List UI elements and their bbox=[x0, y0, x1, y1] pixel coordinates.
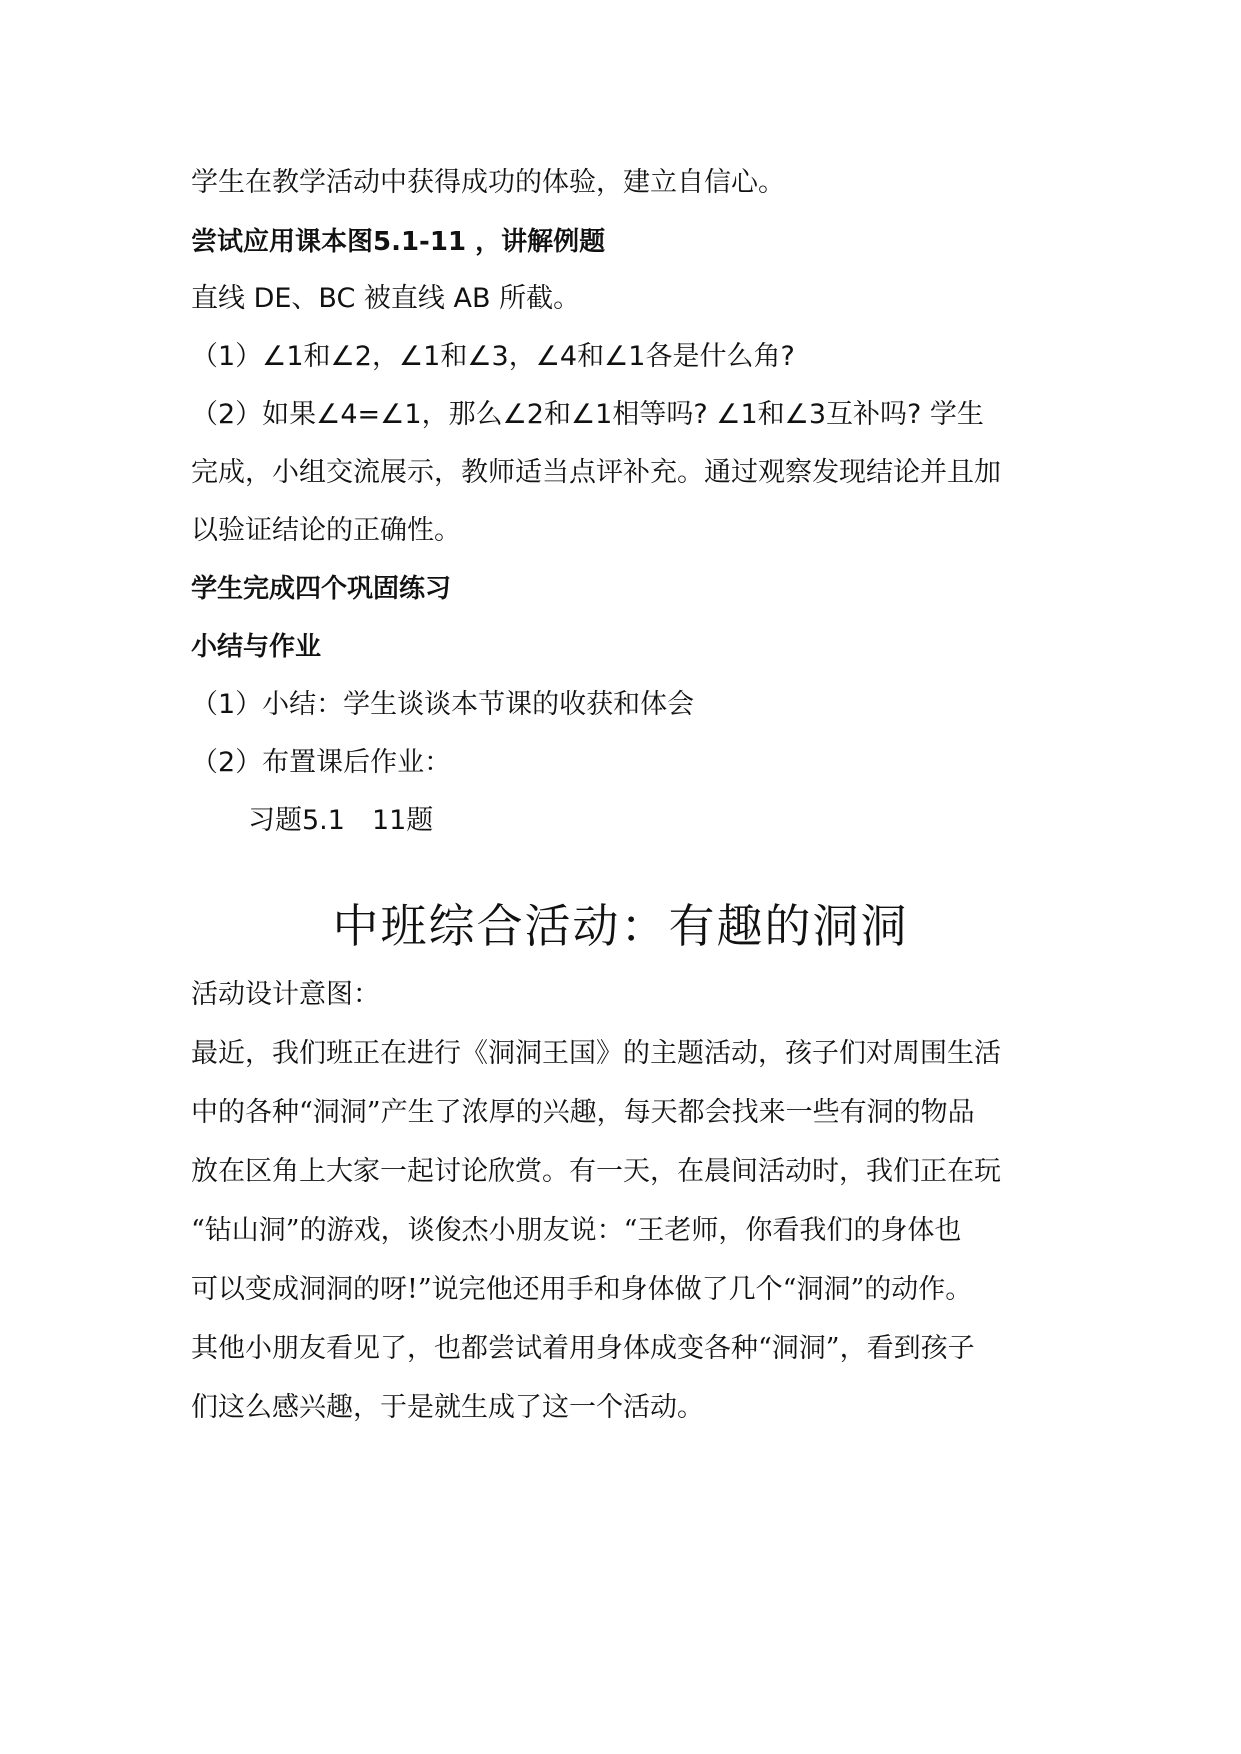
text-line: 完成，小组交流展示，教师适当点评补充。通过观察发现结论并且加 bbox=[191, 457, 1001, 488]
summary-item: （2）布置课后作业： bbox=[191, 747, 452, 778]
page-title: 中班综合活动：有趣的洞洞 bbox=[332, 899, 909, 953]
question-2: （2）如果∠4=∠1，那么∠2和∠1相等吗? ∠1和∠3互补吗? 学生 bbox=[191, 399, 984, 430]
text-line: 以验证结论的正确性。 bbox=[191, 515, 461, 546]
paragraph-line: 最近，我们班正在进行《洞洞王国》的主题活动，孩子们对周围生活 bbox=[191, 1038, 1001, 1069]
paragraph-line: 中的各种“洞洞”产生了浓厚的兴趣，每天都会找来一些有洞的物品 bbox=[191, 1097, 975, 1128]
heading-practice: 学生完成四个巩固练习 bbox=[191, 574, 452, 604]
text-line: 学生在教学活动中获得成功的体验，建立自信心。 bbox=[191, 167, 785, 198]
paragraph-line: 们这么感兴趣，于是就生成了这一个活动。 bbox=[191, 1392, 704, 1423]
paragraph-line: “钻山洞”的游戏，谈俊杰小朋友说：“王老师，你看我们的身体也 bbox=[191, 1215, 962, 1246]
paragraph-line: 其他小朋友看见了，也都尝试着用身体成变各种“洞洞”，看到孩子 bbox=[191, 1333, 975, 1364]
paragraph-line: 放在区角上大家一起讨论欣赏。有一天，在晨间活动时，我们正在玩 bbox=[191, 1156, 1001, 1187]
text-line: 直线 DE、BC 被直线 AB 所截。 bbox=[191, 283, 581, 314]
summary-item: （1）小结：学生谈谈本节课的收获和体会 bbox=[191, 689, 695, 720]
question-1: （1）∠1和∠2，∠1和∠3，∠4和∠1各是什么角? bbox=[191, 341, 795, 372]
heading-summary: 小结与作业 bbox=[191, 632, 322, 662]
homework-item: 习题5.1 11题 bbox=[248, 805, 434, 836]
paragraph-line: 可以变成洞洞的呀!”说完他还用手和身体做了几个“洞洞”的动作。 bbox=[191, 1274, 973, 1305]
heading-example: 尝试应用课本图5.1-11 ，讲解例题 bbox=[191, 227, 606, 257]
subheading: 活动设计意图： bbox=[191, 979, 380, 1010]
